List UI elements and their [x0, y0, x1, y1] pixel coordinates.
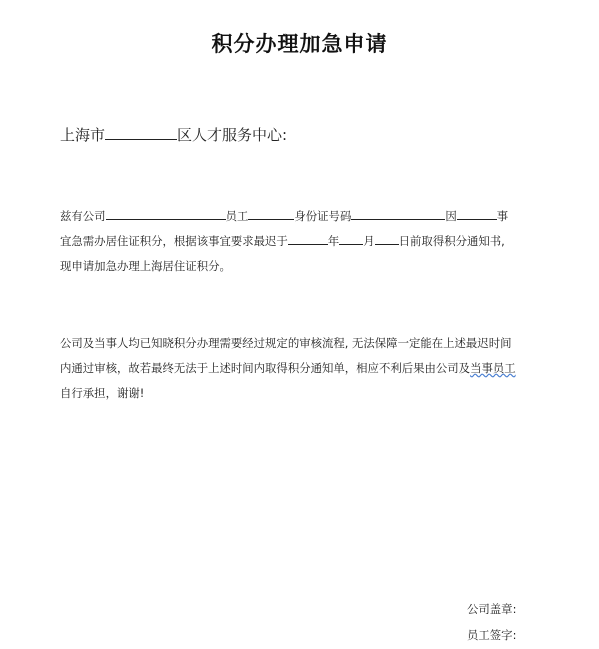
text-month: 月 [363, 234, 375, 248]
text-because: 因 [445, 209, 457, 223]
text-year: 年 [327, 234, 340, 248]
year-blank [288, 232, 328, 245]
company-seal-label: 公司盖章: [467, 602, 517, 616]
paragraph-acknowledgement [60, 331, 516, 406]
addressee-line [60, 124, 287, 145]
paragraph-ack-line-3: 自行承担，谢谢! [60, 386, 145, 400]
paragraph-request-line-1 [60, 204, 508, 229]
paragraph-ack-line-2 [60, 356, 516, 381]
month-blank [339, 232, 363, 245]
text-employee: 员工 [225, 209, 249, 223]
text-ack-main: 内通过审核，故若最终无法于上述时间内取得积分通知单，相应不利后果由公司及 [60, 361, 471, 375]
paragraph-request-line-2 [60, 229, 508, 254]
company-name-blank [106, 207, 226, 220]
document-title: 积分办理加急申请 [211, 32, 388, 56]
text-matter: 事 [496, 209, 509, 223]
text-deadline-prefix: 宜急需办居住证积分，根据该事宜要求最迟于 [60, 234, 288, 248]
paragraph-request-line-3: 现申请加急办理上海居住证积分。 [60, 259, 231, 273]
text-day-suffix: 日前取得积分通知书, [398, 234, 505, 248]
paragraph-request [60, 204, 508, 279]
district-blank [105, 127, 177, 140]
day-blank [375, 232, 399, 245]
id-number-blank [351, 207, 445, 220]
reason-blank [457, 207, 497, 220]
addressee-prefix: 上海市 [60, 126, 106, 144]
employee-signature-label: 员工签字: [467, 628, 517, 642]
employee-name-blank [248, 207, 294, 220]
addressee-suffix: 区人才服务中心: [177, 126, 288, 144]
text-company-prefix: 兹有公司 [60, 209, 106, 223]
paragraph-ack-line-1: 公司及当事人均已知晓积分办理需要经过规定的审核流程, 无法保障一定能在上述最迟时间 [60, 336, 512, 350]
text-id-number: 身份证号码 [294, 209, 352, 223]
text-ack-parties: 当事员工 [470, 361, 516, 375]
